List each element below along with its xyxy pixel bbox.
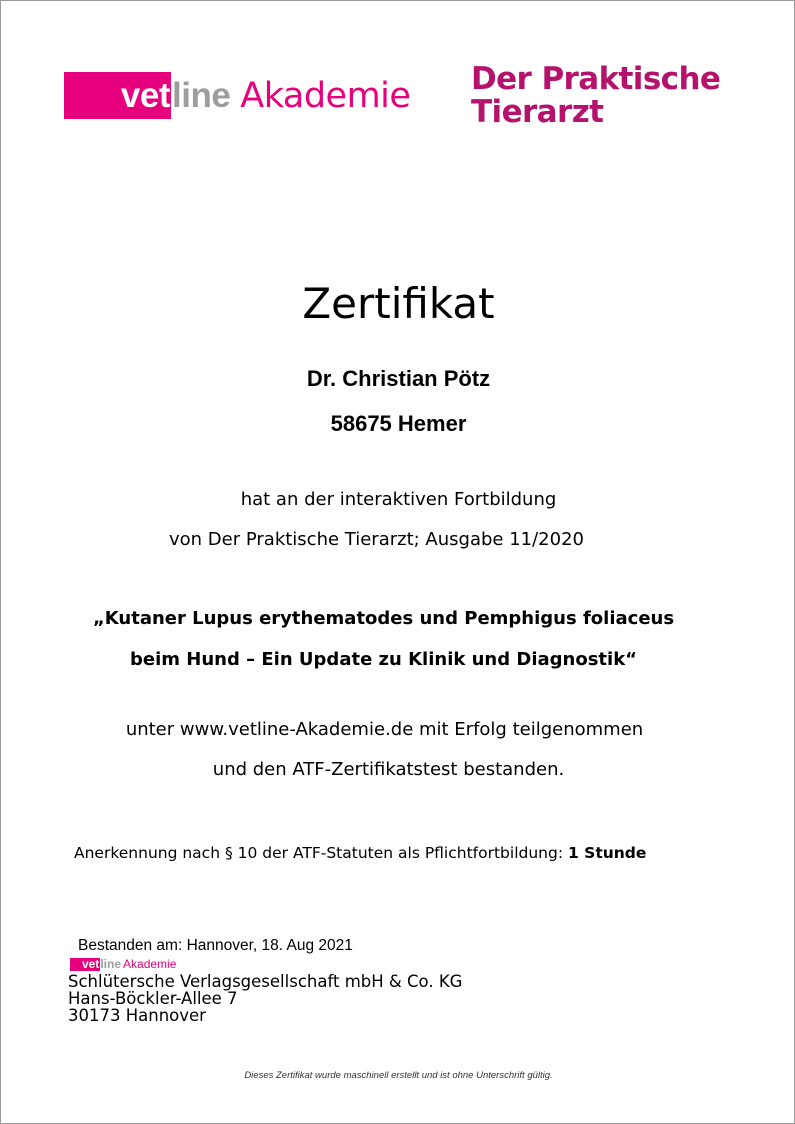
- participation-line-1: hat an der interaktiven Fortbildung: [240, 489, 557, 510]
- recognition-statement: [74, 844, 646, 862]
- completion-line-2: und den ATF-Zertifikatstest bestanden.: [212, 759, 565, 780]
- course-title-line-2: beim Hund – Ein Update zu Klinik und Diagnostik“: [129, 649, 637, 670]
- vetline-akademie-small-logo: [70, 957, 176, 971]
- recipient-name: Dr. Christian Pötz: [306, 366, 491, 391]
- vetline-logo-box: [64, 72, 171, 119]
- mini-logo-vet: vet: [70, 958, 100, 971]
- publisher-street: Hans-Böckler-Allee 7: [68, 989, 238, 1008]
- mini-logo-akademie: Akademie: [123, 957, 177, 971]
- vetline-akademie-logo: [64, 72, 410, 119]
- recognition-text: Anerkennung nach § 10 der ATF-Statuten als Pflichtfortbildung:: [74, 844, 568, 862]
- mini-logo-line: line: [100, 957, 122, 971]
- certificate-title: Zertifikat: [302, 279, 495, 328]
- participation-line-2: von Der Praktische Tierarzt; Ausgabe 11/2020: [169, 529, 584, 550]
- vetline-logo-line: line: [172, 75, 231, 115]
- recognition-hours: 1 Stunde: [567, 844, 647, 862]
- passed-date: Bestanden am: Hannover, 18. Aug 2021: [78, 937, 353, 954]
- course-title-line-1: „Kutaner Lupus erythematodes und Pemphigus foliaceus: [92, 608, 675, 629]
- publisher-city: 30173 Hannover: [68, 1006, 206, 1025]
- der-praktische-tierarzt-logo: [471, 63, 771, 129]
- completion-line-1: unter www.vetline-Akademie.de mit Erfolg teilgenommen: [125, 719, 644, 740]
- dpt-logo-line1: Der Praktische: [471, 61, 721, 97]
- publisher-address: [68, 973, 462, 1024]
- recipient-city: 58675 Hemer: [330, 411, 467, 436]
- validity-note: Dieses Zertifikat wurde maschinell erstellt und ist ohne Unterschrift gültig.: [244, 1070, 553, 1081]
- publisher-name: Schlütersche Verlagsgesellschaft mbH & Co. KG: [68, 972, 463, 991]
- vetline-logo-akademie: Akademie: [240, 75, 411, 116]
- dpt-logo-line2: Tierarzt: [471, 94, 604, 130]
- vetline-logo-vet: vet: [120, 75, 170, 115]
